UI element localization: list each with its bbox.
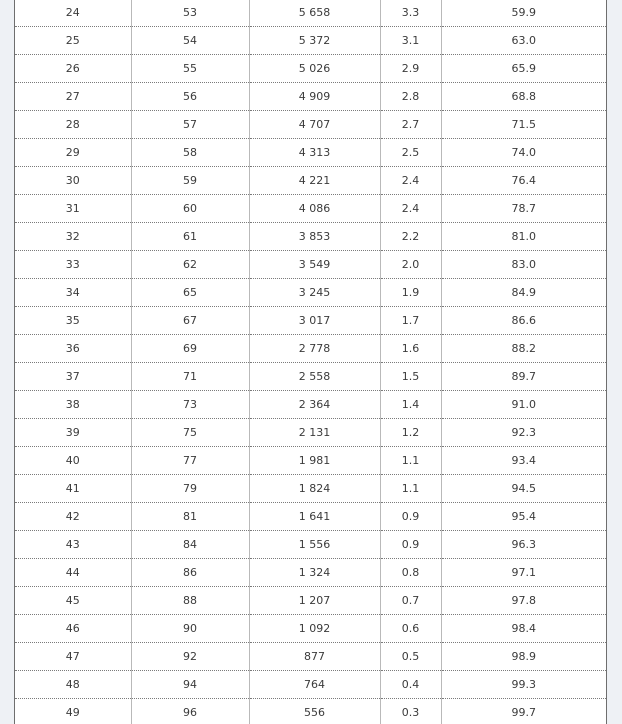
table-container xyxy=(14,0,607,724)
col-1-cell: 35 xyxy=(15,307,131,335)
data-table xyxy=(15,0,606,724)
col-2-cell: 73 xyxy=(131,391,249,419)
col-2-cell: 96 xyxy=(131,699,249,724)
col-1-cell: 49 xyxy=(15,699,131,724)
col-1-cell: 43 xyxy=(15,531,131,559)
col-2-cell: 54 xyxy=(131,27,249,55)
col-3-cell: 4 313 xyxy=(249,139,380,167)
table-row xyxy=(15,643,606,671)
col-2-cell: 86 xyxy=(131,559,249,587)
col-5-cell: 91.0 xyxy=(441,391,606,419)
col-2-cell: 53 xyxy=(131,0,249,27)
col-5-cell: 96.3 xyxy=(441,531,606,559)
col-4-cell: 0.7 xyxy=(380,587,441,615)
col-3-cell: 4 909 xyxy=(249,83,380,111)
col-3-cell: 764 xyxy=(249,671,380,699)
col-3-cell: 2 131 xyxy=(249,419,380,447)
col-2-cell: 56 xyxy=(131,83,249,111)
col-2-cell: 55 xyxy=(131,55,249,83)
col-3-cell: 3 549 xyxy=(249,251,380,279)
col-2-cell: 60 xyxy=(131,195,249,223)
col-3-cell: 1 981 xyxy=(249,447,380,475)
table-row xyxy=(15,167,606,195)
table-row xyxy=(15,419,606,447)
col-1-cell: 27 xyxy=(15,83,131,111)
col-2-cell: 71 xyxy=(131,363,249,391)
col-1-cell: 30 xyxy=(15,167,131,195)
col-4-cell: 1.6 xyxy=(380,335,441,363)
col-1-cell: 47 xyxy=(15,643,131,671)
col-5-cell: 99.7 xyxy=(441,699,606,724)
col-5-cell: 68.8 xyxy=(441,83,606,111)
table-row xyxy=(15,279,606,307)
col-1-cell: 38 xyxy=(15,391,131,419)
col-4-cell: 0.4 xyxy=(380,671,441,699)
table-row xyxy=(15,0,606,27)
col-3-cell: 1 324 xyxy=(249,559,380,587)
col-3-cell: 3 245 xyxy=(249,279,380,307)
table-row xyxy=(15,671,606,699)
col-3-cell: 5 658 xyxy=(249,0,380,27)
table-row xyxy=(15,699,606,724)
col-5-cell: 88.2 xyxy=(441,335,606,363)
col-3-cell: 5 026 xyxy=(249,55,380,83)
col-2-cell: 61 xyxy=(131,223,249,251)
col-1-cell: 40 xyxy=(15,447,131,475)
col-4-cell: 1.1 xyxy=(380,447,441,475)
col-1-cell: 46 xyxy=(15,615,131,643)
table-row xyxy=(15,335,606,363)
table-row xyxy=(15,55,606,83)
table-row xyxy=(15,587,606,615)
col-5-cell: 98.9 xyxy=(441,643,606,671)
col-1-cell: 42 xyxy=(15,503,131,531)
col-1-cell: 32 xyxy=(15,223,131,251)
col-1-cell: 24 xyxy=(15,0,131,27)
table-row xyxy=(15,139,606,167)
col-4-cell: 2.8 xyxy=(380,83,441,111)
col-2-cell: 57 xyxy=(131,111,249,139)
col-3-cell: 2 778 xyxy=(249,335,380,363)
col-5-cell: 94.5 xyxy=(441,475,606,503)
col-3-cell: 556 xyxy=(249,699,380,724)
col-4-cell: 2.9 xyxy=(380,55,441,83)
table-row xyxy=(15,251,606,279)
col-2-cell: 88 xyxy=(131,587,249,615)
col-3-cell: 1 824 xyxy=(249,475,380,503)
col-4-cell: 2.4 xyxy=(380,167,441,195)
col-2-cell: 84 xyxy=(131,531,249,559)
col-4-cell: 0.9 xyxy=(380,503,441,531)
col-1-cell: 36 xyxy=(15,335,131,363)
col-2-cell: 65 xyxy=(131,279,249,307)
col-2-cell: 92 xyxy=(131,643,249,671)
table-row xyxy=(15,27,606,55)
col-5-cell: 59.9 xyxy=(441,0,606,27)
col-4-cell: 1.1 xyxy=(380,475,441,503)
col-2-cell: 58 xyxy=(131,139,249,167)
table-row xyxy=(15,391,606,419)
table-row xyxy=(15,475,606,503)
table-row xyxy=(15,503,606,531)
col-1-cell: 31 xyxy=(15,195,131,223)
col-4-cell: 1.4 xyxy=(380,391,441,419)
col-5-cell: 78.7 xyxy=(441,195,606,223)
col-3-cell: 2 558 xyxy=(249,363,380,391)
col-5-cell: 95.4 xyxy=(441,503,606,531)
col-3-cell: 4 707 xyxy=(249,111,380,139)
col-1-cell: 26 xyxy=(15,55,131,83)
col-5-cell: 71.5 xyxy=(441,111,606,139)
col-4-cell: 1.7 xyxy=(380,307,441,335)
col-4-cell: 1.9 xyxy=(380,279,441,307)
col-1-cell: 48 xyxy=(15,671,131,699)
col-4-cell: 3.3 xyxy=(380,0,441,27)
col-2-cell: 62 xyxy=(131,251,249,279)
col-5-cell: 84.9 xyxy=(441,279,606,307)
col-4-cell: 0.8 xyxy=(380,559,441,587)
table-row xyxy=(15,223,606,251)
col-5-cell: 89.7 xyxy=(441,363,606,391)
col-3-cell: 877 xyxy=(249,643,380,671)
col-1-cell: 39 xyxy=(15,419,131,447)
col-1-cell: 28 xyxy=(15,111,131,139)
col-4-cell: 0.5 xyxy=(380,643,441,671)
col-5-cell: 65.9 xyxy=(441,55,606,83)
col-3-cell: 4 221 xyxy=(249,167,380,195)
col-5-cell: 86.6 xyxy=(441,307,606,335)
col-2-cell: 77 xyxy=(131,447,249,475)
col-4-cell: 2.2 xyxy=(380,223,441,251)
col-3-cell: 3 017 xyxy=(249,307,380,335)
col-4-cell: 3.1 xyxy=(380,27,441,55)
table-row xyxy=(15,111,606,139)
col-1-cell: 45 xyxy=(15,587,131,615)
col-5-cell: 92.3 xyxy=(441,419,606,447)
col-2-cell: 67 xyxy=(131,307,249,335)
col-4-cell: 0.3 xyxy=(380,699,441,724)
col-3-cell: 3 853 xyxy=(249,223,380,251)
col-3-cell: 5 372 xyxy=(249,27,380,55)
col-5-cell: 97.8 xyxy=(441,587,606,615)
col-1-cell: 33 xyxy=(15,251,131,279)
col-3-cell: 1 556 xyxy=(249,531,380,559)
table-row xyxy=(15,447,606,475)
col-1-cell: 25 xyxy=(15,27,131,55)
col-2-cell: 69 xyxy=(131,335,249,363)
col-4-cell: 0.9 xyxy=(380,531,441,559)
col-5-cell: 93.4 xyxy=(441,447,606,475)
col-2-cell: 75 xyxy=(131,419,249,447)
col-5-cell: 99.3 xyxy=(441,671,606,699)
col-3-cell: 1 092 xyxy=(249,615,380,643)
col-3-cell: 1 641 xyxy=(249,503,380,531)
col-1-cell: 34 xyxy=(15,279,131,307)
table-row xyxy=(15,559,606,587)
table-body xyxy=(15,0,606,724)
table-row xyxy=(15,83,606,111)
table-row xyxy=(15,195,606,223)
col-1-cell: 29 xyxy=(15,139,131,167)
col-5-cell: 97.1 xyxy=(441,559,606,587)
col-5-cell: 83.0 xyxy=(441,251,606,279)
col-1-cell: 37 xyxy=(15,363,131,391)
table-row xyxy=(15,531,606,559)
col-2-cell: 79 xyxy=(131,475,249,503)
col-2-cell: 81 xyxy=(131,503,249,531)
col-4-cell: 1.2 xyxy=(380,419,441,447)
col-4-cell: 2.0 xyxy=(380,251,441,279)
col-5-cell: 74.0 xyxy=(441,139,606,167)
col-4-cell: 2.4 xyxy=(380,195,441,223)
col-5-cell: 98.4 xyxy=(441,615,606,643)
col-4-cell: 1.5 xyxy=(380,363,441,391)
col-1-cell: 41 xyxy=(15,475,131,503)
col-5-cell: 63.0 xyxy=(441,27,606,55)
col-5-cell: 76.4 xyxy=(441,167,606,195)
col-3-cell: 2 364 xyxy=(249,391,380,419)
col-5-cell: 81.0 xyxy=(441,223,606,251)
table-row xyxy=(15,363,606,391)
col-4-cell: 2.5 xyxy=(380,139,441,167)
col-2-cell: 90 xyxy=(131,615,249,643)
col-3-cell: 1 207 xyxy=(249,587,380,615)
col-4-cell: 0.6 xyxy=(380,615,441,643)
col-4-cell: 2.7 xyxy=(380,111,441,139)
col-3-cell: 4 086 xyxy=(249,195,380,223)
col-2-cell: 59 xyxy=(131,167,249,195)
table-row xyxy=(15,307,606,335)
col-2-cell: 94 xyxy=(131,671,249,699)
col-1-cell: 44 xyxy=(15,559,131,587)
table-row xyxy=(15,615,606,643)
